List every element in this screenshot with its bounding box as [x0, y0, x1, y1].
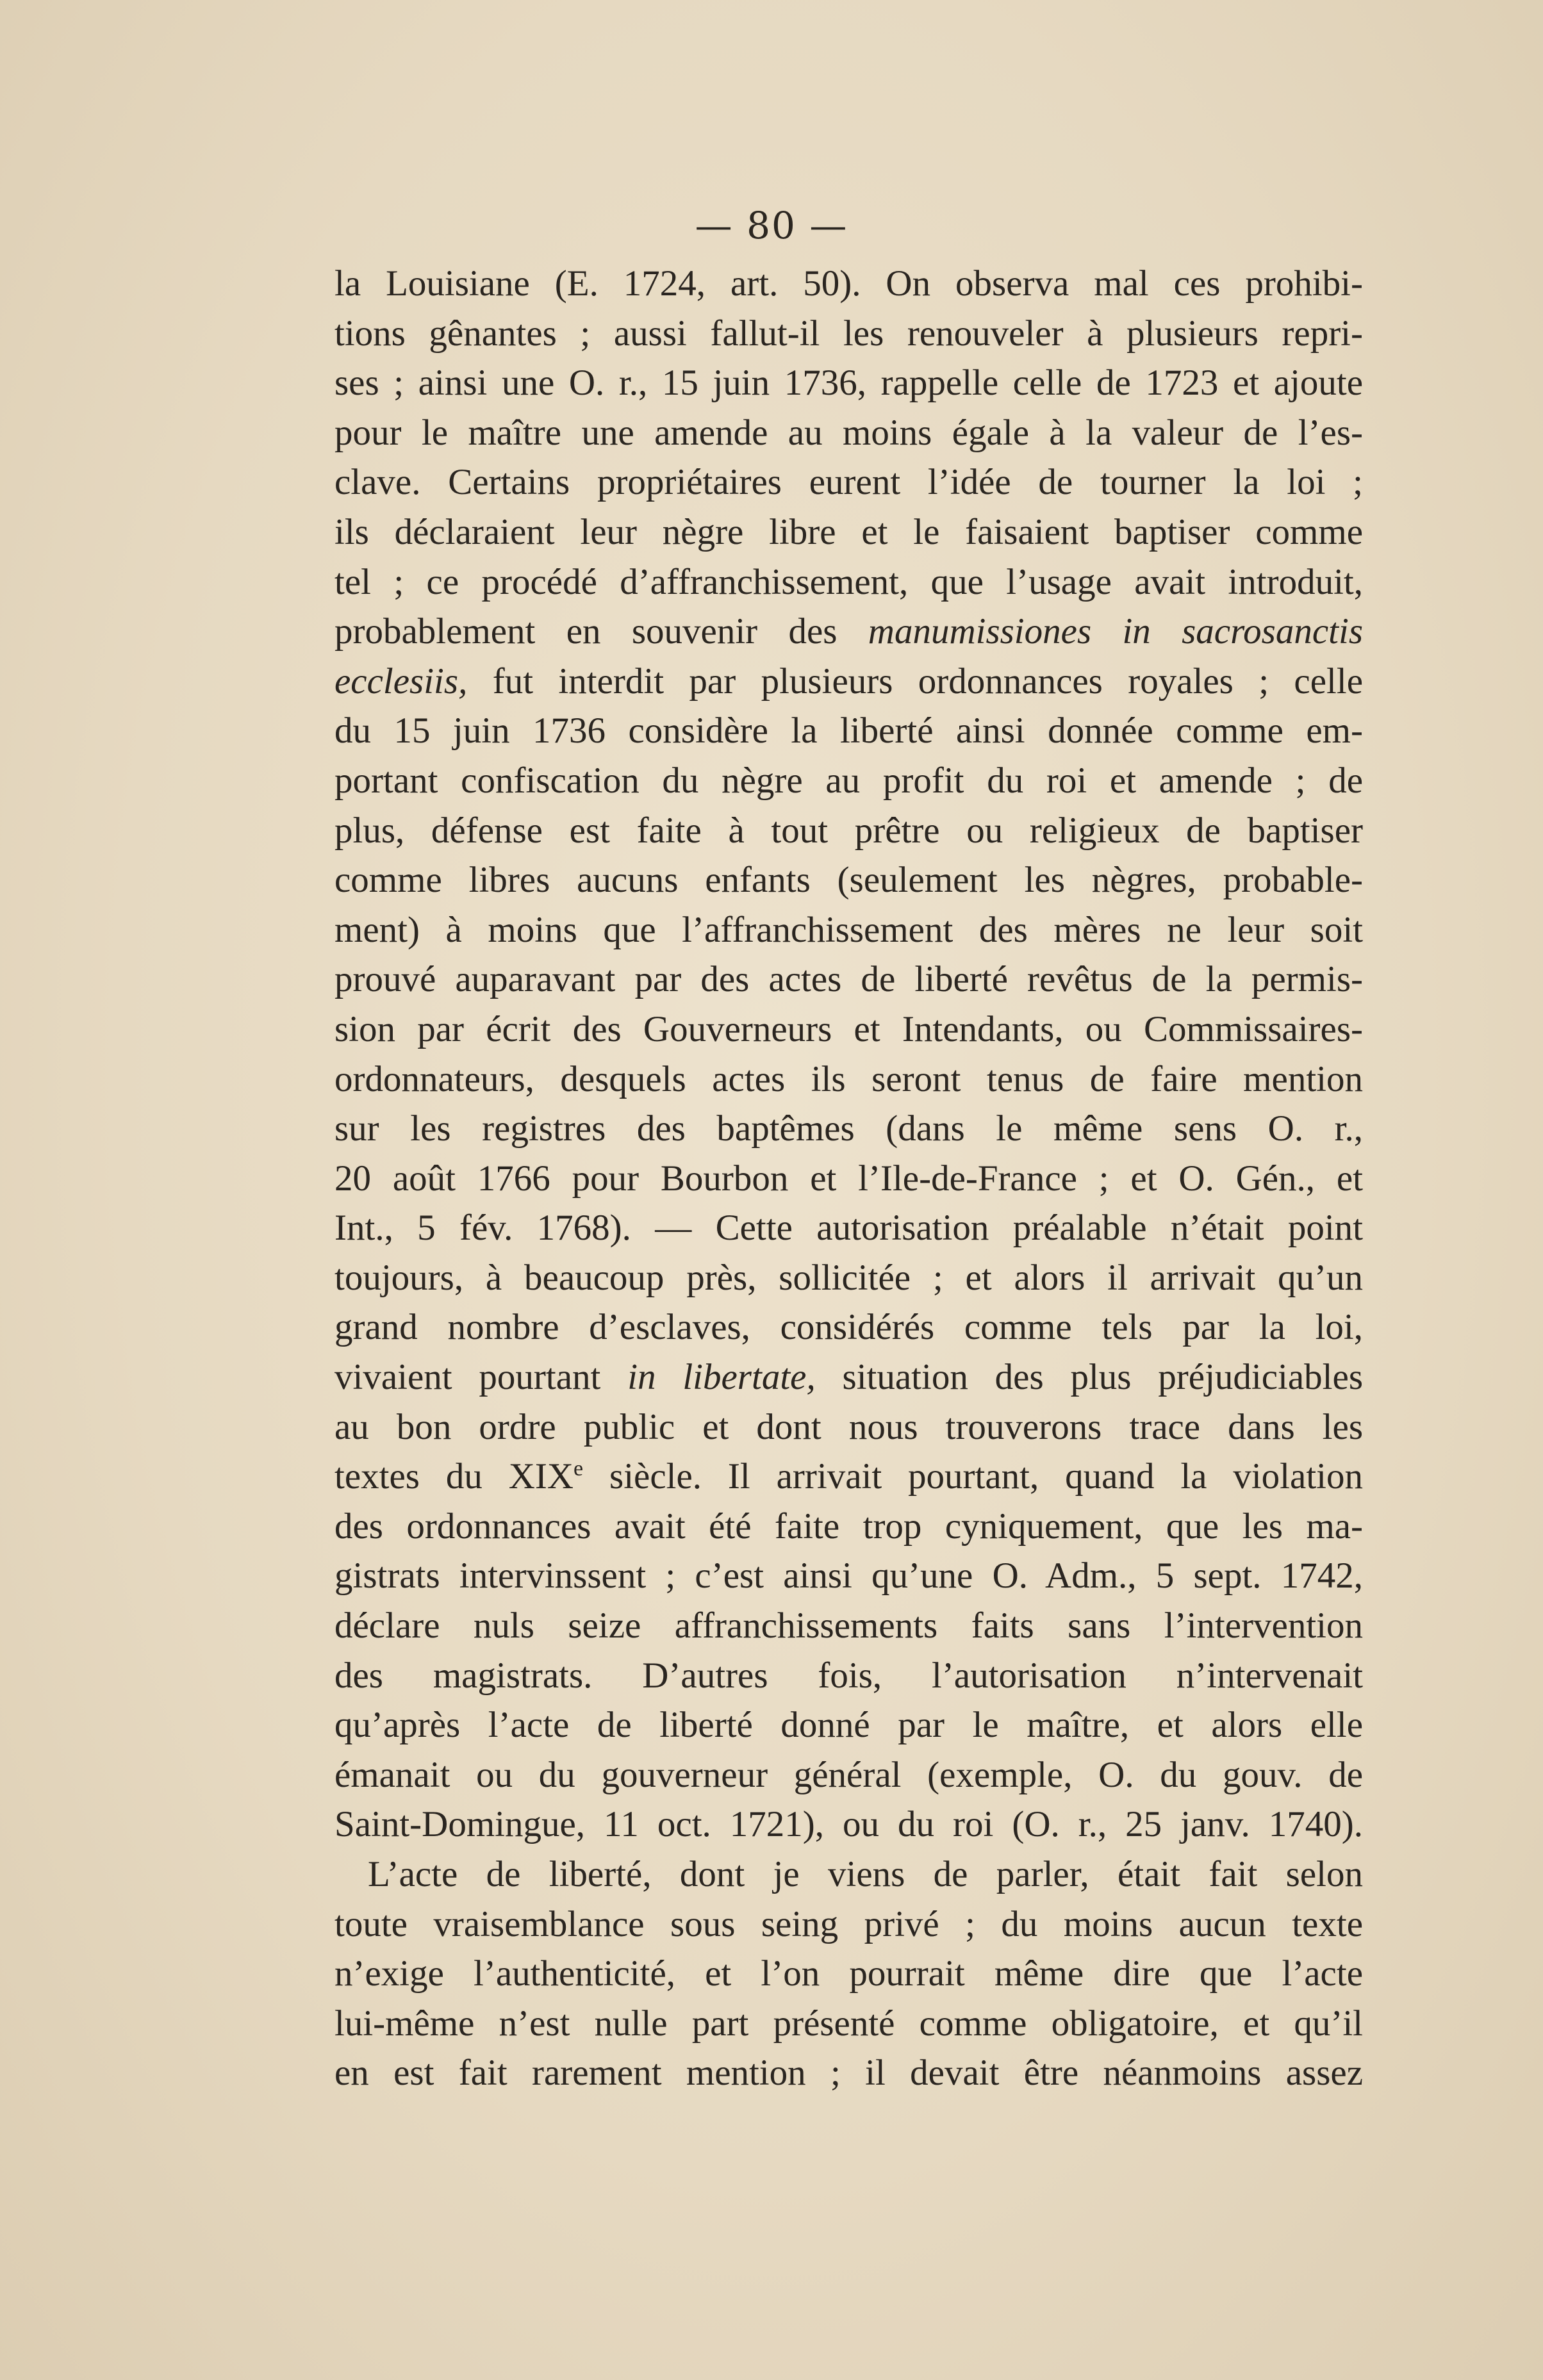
text-line: Saint-Domingue, 11 oct. 1721), ou du roi (O. r., 25 janv. 1740). — [334, 1804, 1363, 1845]
text-line: des ordonnances avait été faite trop cyniquement, que les ma- — [334, 1506, 1363, 1547]
text-line: plus, défense est faite à tout prêtre ou religieux de baptiser — [334, 810, 1363, 851]
text-line: sion par écrit des Gouverneurs et Intendants, ou Commissaires- — [334, 1008, 1363, 1049]
text-line: lui-même n’est nulle part présenté comme obligatoire, et qu’il — [334, 2003, 1363, 2044]
text-line: des magistrats. D’autres fois, l’autorisation n’intervenait — [334, 1655, 1363, 1696]
text-fragment: vivaient pourtant — [334, 1357, 601, 1398]
text-line: grand nombre d’esclaves, considérés comme tels par la loi, — [334, 1307, 1363, 1348]
italic-fragment: in libertate, — [627, 1357, 816, 1398]
text-line: L’acte de liberté, dont je viens de parler, était fait selon — [368, 1854, 1363, 1894]
text-line: du 15 juin 1736 considère la liberté ainsi donnée comme em- — [334, 710, 1363, 751]
text-line: tel ; ce procédé d’affranchissement, que l’usage avait introduit, — [334, 561, 1363, 602]
text-line: comme libres aucuns enfants (seulement les nègres, probable- — [334, 860, 1363, 901]
text-line: déclare nuls seize affranchissements faits sans l’intervention — [334, 1605, 1363, 1646]
superscript: e — [573, 1457, 584, 1481]
text-line — [334, 657, 1363, 707]
text-line: Int., 5 fév. 1768). — Cette autorisation préalable n’était point — [334, 1208, 1363, 1249]
text-line: pour le maître une amende au moins égale à la valeur de l’es- — [334, 412, 1363, 453]
text-line: toute vraisemblance sous seing privé ; du moins aucun texte — [334, 1903, 1363, 1944]
text-line: la Louisiane (E. 1724, art. 50). On observa mal ces prohibi- — [334, 263, 1363, 304]
italic-fragment: manumissiones in sacrosanctis — [868, 611, 1363, 652]
text-line: tions gênantes ; aussi fallut-il les renouveler à plusieurs repri- — [334, 313, 1363, 354]
text-fragment: probablement en souvenir des — [334, 611, 838, 652]
text-line: ordonnateurs, desquels actes ils seront tenus de faire mention — [334, 1058, 1363, 1099]
italic-fragment: ecclesiis, — [334, 661, 468, 702]
text-line: émanait ou du gouverneur général (exemple, O. du gouv. de — [334, 1754, 1363, 1795]
text-line: au bon ordre public et dont nous trouverons trace dans les — [334, 1406, 1363, 1447]
text-line: 20 août 1766 pour Bourbon et l’Ile-de-France ; et O. Gén., et — [334, 1158, 1363, 1199]
text-line: gistrats intervinssent ; c’est ainsi qu’une O. Adm., 5 sept. 1742, — [334, 1555, 1363, 1596]
text-line: ment) à moins que l’affranchissement des mères ne leur soit — [334, 909, 1363, 950]
text-line: toujours, à beaucoup près, sollicitée ; et alors il arrivait qu’un — [334, 1257, 1363, 1298]
text-line: sur les registres des baptêmes (dans le même sens O. r., — [334, 1108, 1363, 1149]
text-line: en est fait rarement mention ; il devait être néanmoins assez — [334, 2053, 1363, 2094]
text-fragment: fut interdit par plusieurs ordonnances royales ; celle — [492, 661, 1363, 702]
body-text — [334, 259, 1363, 2098]
text-line: ils déclaraient leur nègre libre et le faisaient baptiser comme — [334, 511, 1363, 552]
text-line: prouvé auparavant par des actes de liberté revêtus de la permis- — [334, 959, 1363, 1000]
text-fragment: situation des plus préjudiciables — [842, 1357, 1363, 1398]
text-line: qu’après l’acte de liberté donné par le maître, et alors elle — [334, 1705, 1363, 1746]
text-line — [334, 607, 1363, 657]
text-fragment: siècle. Il arrivait pourtant, quand la violation — [609, 1456, 1363, 1497]
text-fragment: textes du XIX — [334, 1456, 574, 1497]
text-line: portant confiscation du nègre au profit du roi et amende ; de — [334, 760, 1363, 801]
text-line: clave. Certains propriétaires eurent l’idée de tourner la loi ; — [334, 462, 1363, 503]
page-number: — 80 — — [695, 204, 848, 247]
text-line — [334, 1352, 1363, 1402]
text-line — [334, 1452, 1363, 1502]
text-line: n’exige l’authenticité, et l’on pourrait même dire que l’acte — [334, 1953, 1363, 1994]
text-line: ses ; ainsi une O. r., 15 juin 1736, rappelle celle de 1723 et ajoute — [334, 363, 1363, 404]
